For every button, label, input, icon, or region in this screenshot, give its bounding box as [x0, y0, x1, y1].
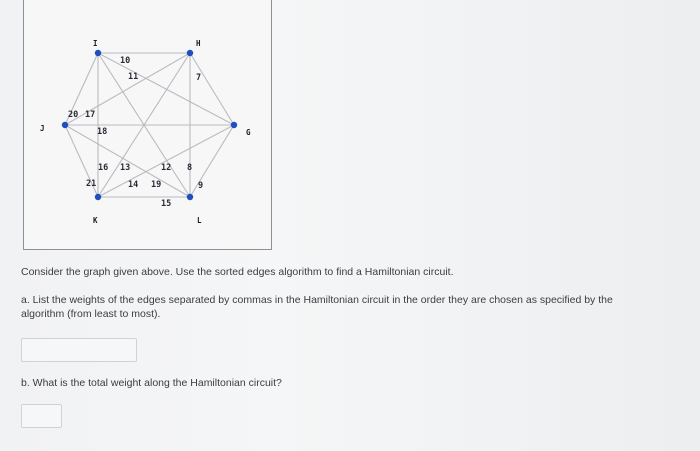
vertex-I	[95, 50, 101, 56]
weight-label: 9	[198, 181, 204, 191]
vertex-label-I: I	[93, 39, 98, 48]
vertex-H	[187, 50, 193, 56]
weight-label: 20	[68, 110, 79, 120]
vertex-label-J: J	[40, 124, 45, 133]
edge-H-G	[190, 53, 234, 125]
weight-label: 12	[161, 163, 172, 173]
vertex-label-H: H	[196, 39, 201, 48]
graph-figure	[23, 0, 272, 250]
part-b-answer-input[interactable]	[21, 404, 62, 428]
weight-label: 19	[151, 180, 162, 190]
weight-label: 14	[128, 180, 139, 190]
graph-svg	[24, 0, 273, 250]
weight-label: 13	[120, 163, 131, 173]
edge-G-K	[98, 125, 234, 197]
question-part-a: a. List the weights of the edges separated by commas in the Hamiltonian circuit in the order they are chosen as specified by the algorithm (from least to most).	[21, 294, 613, 320]
weight-label: 10	[120, 56, 131, 66]
vertex-J	[62, 122, 68, 128]
vertex-K	[95, 194, 101, 200]
vertex-label-G: G	[246, 128, 251, 137]
part-a-answer-input[interactable]	[21, 338, 137, 362]
edge-I-G	[98, 53, 234, 125]
weight-label: 7	[196, 73, 202, 83]
vertex-L	[187, 194, 193, 200]
weight-label: 21	[86, 179, 97, 189]
question-part-b: b. What is the total weight along the Hamiltonian circuit?	[21, 377, 282, 389]
weight-label: 17	[85, 110, 96, 120]
vertex-label-L: L	[197, 216, 202, 225]
vertex-G	[231, 122, 237, 128]
edge-G-L	[190, 125, 234, 197]
vertex-label-K: K	[93, 216, 98, 225]
weight-label: 15	[161, 199, 172, 209]
weight-label: 11	[128, 72, 139, 82]
weight-label: 18	[97, 127, 108, 137]
weight-label: 16	[98, 163, 109, 173]
weight-label: 8	[187, 163, 193, 173]
graph-edges	[65, 53, 234, 197]
question-intro: Consider the graph given above. Use the sorted edges algorithm to find a Hamiltonian circuit.	[21, 266, 454, 278]
